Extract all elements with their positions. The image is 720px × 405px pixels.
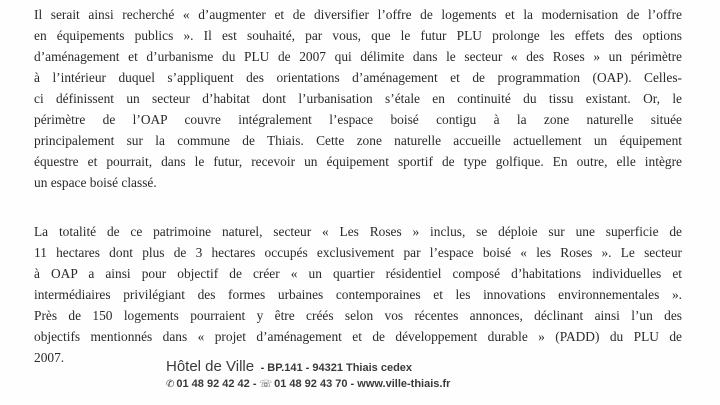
text-line: périmètre de l’OAP couvre intégralement l’espace boisé contigu à la zone naturelle située bbox=[34, 112, 682, 127]
paragraph-2 bbox=[34, 221, 682, 368]
footer-title: Hôtel de Ville bbox=[166, 358, 255, 375]
footer-website[interactable]: www.ville-thiais.fr bbox=[357, 378, 451, 390]
paragraph-1 bbox=[34, 4, 682, 193]
footer-separator: - bbox=[249, 378, 260, 390]
text-line: en équipements publics ». Il est souhaité, par vous, que le futur PLU prolonge les effets des options bbox=[34, 28, 682, 43]
text-line: Il serait ainsi recherché « d’augmenter et de diversifier l’offre de logements et la modernisation de l’offre bbox=[34, 7, 682, 22]
text-line: 2007. bbox=[34, 350, 65, 365]
footer-phone: 01 48 92 42 42 bbox=[176, 378, 250, 390]
text-line: à OAP a ainsi pour objectif de créer « un quartier résidentiel composé d’habitations individuelles et bbox=[34, 266, 682, 281]
text-line: La totalité de ce patrimoine naturel, secteur « Les Roses » inclus, se déploie sur une superficie de bbox=[34, 224, 682, 239]
text-line: équestre et pourrait, dans le futur, recevoir un équipement sportif de type golfique. En outre, elle intègre bbox=[34, 154, 682, 169]
text-line: ci définissent un secteur d’habitat dont l’urbanisation s’étale en continuité du tissu existant. Or, le bbox=[34, 91, 682, 106]
fax-icon: ☏ bbox=[259, 379, 273, 390]
text-line: principalement sur la commune de Thiais. Cette zone naturelle accueille actuellement un équipement bbox=[34, 133, 682, 148]
text-line: objectifs mentionnés dans « projet d’aménagement et de développement durable » (PADD) du PLU de bbox=[34, 329, 682, 344]
phone-icon: ✆ bbox=[166, 379, 175, 390]
footer-separator: - bbox=[347, 378, 358, 390]
footer-address-row bbox=[166, 358, 626, 376]
letterhead-footer bbox=[166, 358, 626, 392]
text-line: intermédiaires privilégiant des formes urbaines contemporaines et les innovations environnementales ». bbox=[34, 287, 682, 302]
text-line: d’aménagement et d’urbanisme du PLU de 2007 qui délimite dans le secteur « des Roses » un périmètre bbox=[34, 49, 682, 64]
text-line: un espace boisé classé. bbox=[34, 175, 157, 190]
text-line: à l’intérieur duquel s’appliquent des orientations d’aménagement et de programmation (OAP). Celles- bbox=[34, 70, 682, 85]
text-line: Près de 150 logements pourraient y être créés selon vos récentes annonces, déclinant ainsi l’un des bbox=[34, 308, 682, 323]
footer-contact-row bbox=[166, 376, 626, 392]
footer-address: - BP.141 - 94321 Thiais cedex bbox=[260, 362, 413, 374]
text-line: 11 hectares dont plus de 3 hectares occupés exclusivement par l’espace boisé « les Roses ». Le secteur bbox=[34, 245, 682, 260]
footer-fax: 01 48 92 43 70 bbox=[274, 378, 348, 390]
